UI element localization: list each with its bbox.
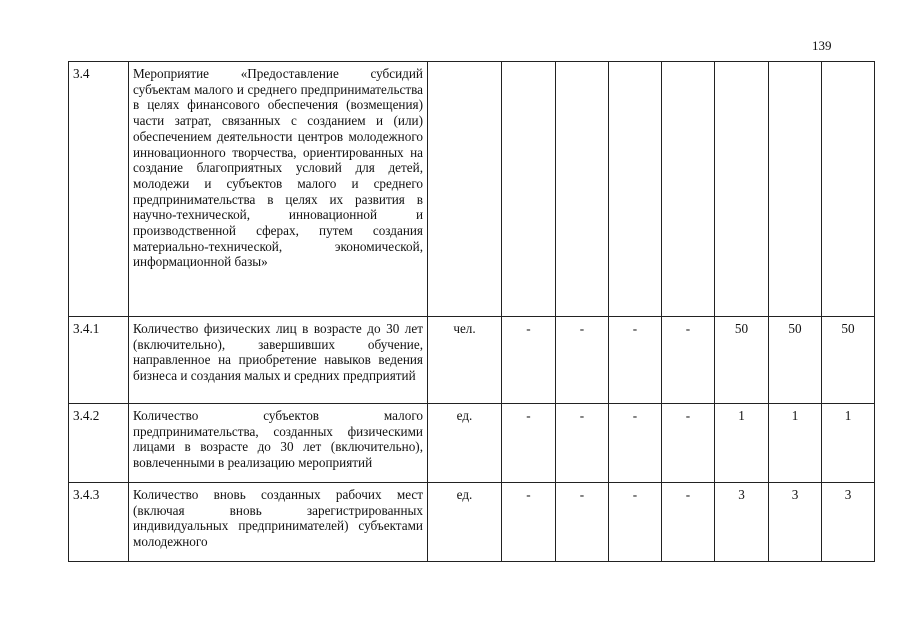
row-value [556,62,609,317]
row-value [715,62,769,317]
row-description: Количество вновь созданных рабочих мест (включая вновь зарегистрированных индивидуальных предпринимателей) субъектами молодежного [129,483,428,562]
row-number: 3.4.2 [69,404,129,483]
row-value: - [662,404,715,483]
row-value: 1 [769,404,822,483]
page-number: 139 [812,38,832,53]
row-value: - [502,404,556,483]
row-value [502,62,556,317]
table-row [69,62,875,317]
row-value [769,62,822,317]
row-value: 50 [715,317,769,404]
row-value: - [609,317,662,404]
row-value: 3 [715,483,769,562]
table-row [69,404,875,483]
row-value: - [502,317,556,404]
row-unit: чел. [428,317,502,404]
table-row [69,317,875,404]
row-value [822,62,875,317]
row-value: - [502,483,556,562]
row-description: Мероприятие «Предоставление субсидий субъектам малого и среднего предпринимательства в целях финансового обеспечения (возмещения) части затрат, связанных с созданием и (или) обеспечением деятельности центров молодежного инновационного творчества, ориентированных на создание благоприятных условий для детей, молодежи и субъектов малого и среднего предпринимательства в целях их развития в научно-технической, инновационной и производственной сферах, путем создания материально-технической, экономической, информационной базы» [129,62,428,317]
row-value: - [556,483,609,562]
row-number: 3.4.1 [69,317,129,404]
row-number: 3.4.3 [69,483,129,562]
row-value: - [662,317,715,404]
row-value: 1 [822,404,875,483]
row-value: 1 [715,404,769,483]
row-value: - [556,317,609,404]
row-description: Количество субъектов малого предпринимательства, созданных физическими лицами в возрасте до 30 лет (включительно), вовлеченными в реализацию мероприятий [129,404,428,483]
row-value: 50 [822,317,875,404]
row-value: - [609,404,662,483]
row-value: 3 [769,483,822,562]
row-value: - [609,483,662,562]
table-row [69,483,875,562]
row-description: Количество физических лиц в возрасте до 30 лет (включительно), завершивших обучение, направленное на приобретение навыков ведения бизнеса и создания малых и средних предприятий [129,317,428,404]
row-value [662,62,715,317]
row-unit [428,62,502,317]
row-unit: ед. [428,404,502,483]
row-unit: ед. [428,483,502,562]
row-value: 50 [769,317,822,404]
row-value: - [662,483,715,562]
row-number: 3.4 [69,62,129,317]
row-value [609,62,662,317]
row-value: 3 [822,483,875,562]
indicators-table [68,61,875,562]
row-value: - [556,404,609,483]
